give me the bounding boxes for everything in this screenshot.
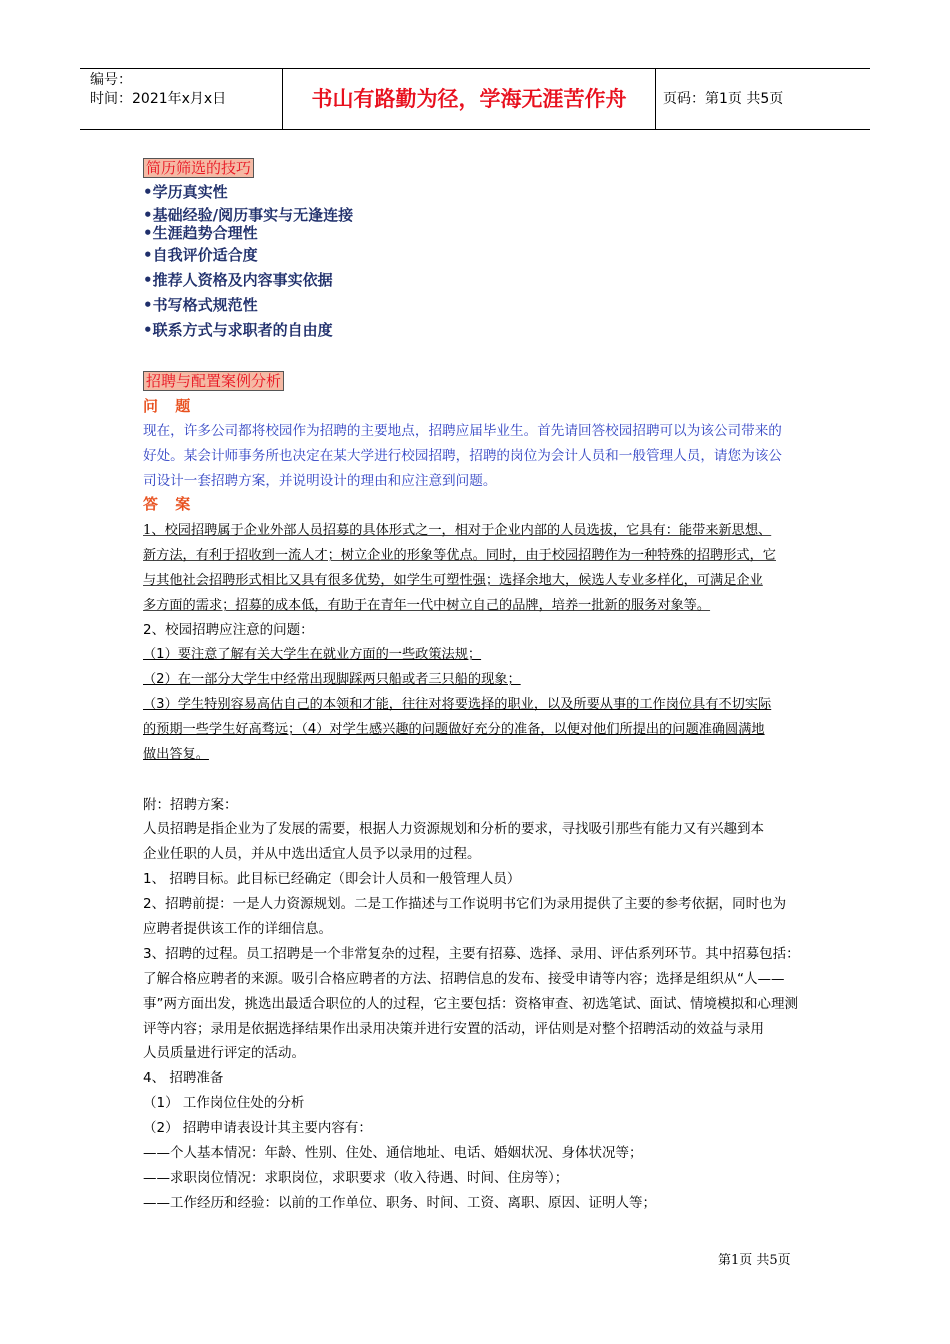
answer2-line: （2）在一部分大学生中经常出现脚踩两只船或者三只船的现象； [143,672,521,687]
answer2-line: （1）要注意了解有关大学生在就业方面的一些政策法规； [143,647,482,662]
plan-line: ——工作经历和经验：以前的工作单位、职务、时间、工资、离职、原因、证明人等； [143,1195,656,1211]
header-page-label: 页码：第1页 共5页 [663,91,784,107]
answer2-line: （3）学生特别容易高估自己的本领和才能，往往对将要选择的职业，以及所要从事的工作岗位具有不切实际 [143,697,772,712]
question-line: 好处。某会计师事务所也决定在某大学进行校园招聘，招聘的岗位为会计人员和一般管理人员，请您为该公 [143,448,782,464]
section-title-resume-screening: 简历筛选的技巧 [143,158,254,178]
plan-line: 事”两方面出发，挑选出最适合职位的人的过程，它主要包括：资格审查、初选笔试、面试、情境模拟和心理测 [143,996,798,1012]
plan-line: 评等内容；录用是依据选择结果作出录用决策并进行安置的活动，评估则是对整个招聘活动的效益与录用 [143,1021,764,1037]
page-header [80,68,870,130]
plan-line: 人员招聘是指企业为了发展的需要，根据人力资源规划和分析的要求，寻找吸引那些有能力又有兴趣到本 [143,821,764,837]
section-title-case-analysis: 招聘与配置案例分析 [143,371,284,391]
plan-line: 3、招聘的过程。员工招聘是一个非常复杂的过程，主要有招募、选择、录用、评估系列环节。其中招募包括： [143,946,800,962]
plan-line: 应聘者提供该工作的详细信息。 [143,921,332,937]
plan-line: ——个人基本情况：年龄、性别、住处、通信地址、电话、婚姻状况、身体状况等； [143,1145,643,1161]
answer-line: 新方法，有利于招收到一流人才；树立企业的形象等优点。同时，由于校园招聘作为一种特殊的招聘形式，它 [143,548,776,563]
list-item: •联系方式与求职者的自由度 [143,321,333,339]
number-label: 编号： [90,72,132,88]
time-label: 时间：2021年x月x日 [90,91,227,107]
page-footer: 第1页 共5页 [718,1253,791,1268]
list-item: •学历真实性 [143,183,228,201]
plan-line: （1） 工作岗位住处的分析 [143,1095,305,1111]
plan-line: ——求职岗位情况：求职岗位，求职要求（收入待遇、时间、住房等）； [143,1170,569,1186]
answer-line: 与其他社会招聘形式相比又具有很多优势，如学生可塑性强；选择余地大，候选人专业多样化，可满足企业 [143,573,763,588]
plan-line: 2、招聘前提：一是人力资源规划。二是工作描述与工作说明书它们为录用提供了主要的参考依据，同时也为 [143,896,787,912]
list-item: •书写格式规范性 [143,296,258,314]
header-meta [90,71,280,109]
list-item: •基础经验/阅历事实与无逢连接 [143,206,354,224]
plan-line: 企业任职的人员，并从中选出适宜人员予以录用的过程。 [143,846,481,862]
answer-line: 1、校园招聘属于企业外部人员招募的具体形式之一，相对于企业内部的人员选拔，它具有：能带来新思想、 [143,523,772,538]
answer2-line: 2、校园招聘应注意的问题： [143,622,314,638]
list-item: •生涯趋势合理性 [143,224,258,242]
question-line: 司设计一套招聘方案，并说明设计的理由和应注意到问题。 [143,473,497,489]
plan-line: （2） 招聘申请表设计其主要内容有： [143,1120,372,1136]
question-label: 问 题 [143,397,197,415]
plan-line: 1、 招聘目标。此目标已经确定（即会计人员和一般管理人员） [143,871,521,887]
answer2-line: 做出答复。 [143,747,209,762]
plan-line: 了解合格应聘者的来源。吸引合格应聘者的方法、招聘信息的发布、接受申请等内容；选择是组织从“人—— [143,971,785,987]
question-line: 现在，许多公司都将校园作为招聘的主要地点，招聘应届毕业生。首先请回答校园招聘可以为该公司带来的 [143,423,782,439]
list-item: •自我评价适合度 [143,246,258,264]
plan-line: 4、 招聘准备 [143,1070,224,1086]
header-motto: 书山有路勤为径，学海无涯苦作舟 [311,86,627,111]
answer2-line: 的预期一些学生好高骛远；（4）对学生感兴趣的问题做好充分的准备，以便对他们所提出的问题准确圆满地 [143,722,765,737]
list-item: •推荐人资格及内容事实依据 [143,271,333,289]
plan-line: 人员质量进行评定的活动。 [143,1045,305,1061]
answer-line: 多方面的需求；招募的成本低，有助于在青年一代中树立自己的品牌，培养一批新的服务对象等。 [143,598,711,613]
divider [655,69,656,129]
plan-line: 附：招聘方案： [143,797,238,813]
answer-label: 答 案 [143,495,197,513]
